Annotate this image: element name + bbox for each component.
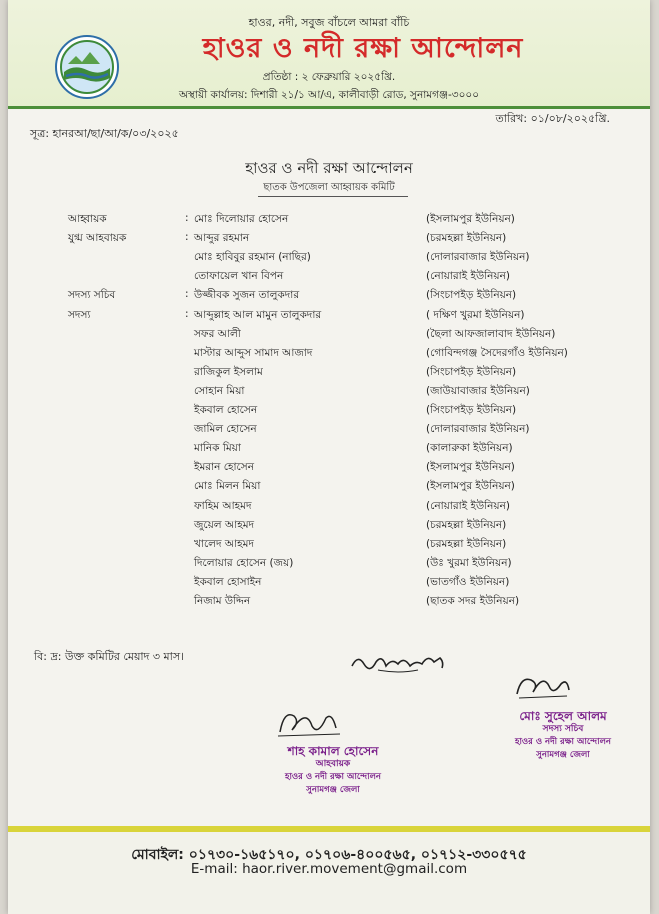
member-name: সোহান মিয়া [194,384,245,397]
member-union: (ইসলামপুর ইউনিয়ন) [426,213,515,225]
committee-row [8,594,650,614]
member-role: সদস্য সচিব [68,289,116,302]
committee-row [8,288,650,308]
footnote: বি: দ্র: উক্ত কমিটির মেয়াদ ৩ মাস। [34,650,185,663]
member-name: দিলোয়ার হোসেন (জয়) [194,556,294,569]
member-name: মোঃ হাবিবুর রহমান (নাছির) [194,251,311,264]
committee-row [8,346,650,366]
committee-row [8,250,650,270]
member-name: তোফায়েল খান বিপন [194,270,284,283]
stamp-member-secretary [478,710,648,762]
organization-name: হাওর ও নদী রক্ষা আন্দোলন [202,33,524,64]
committee-row [8,575,650,595]
committee-row [8,556,650,576]
committee-row [8,518,650,538]
member-name: ইকবাল হোসেন [194,404,258,416]
member-name: মোঃ মিলন মিয়া [194,480,261,493]
reference-number: সূত্র: হানরআ/ছা/আ/ক/০৩/২০২৫ [30,127,179,140]
member-name: মাস্টার আব্দুস সামাদ আজাদ [194,346,313,359]
committee-row [8,365,650,385]
member-union: (ভাতগাঁও ইউনিয়ন) [426,575,510,588]
committee-row [8,327,650,347]
member-name: মোঃ দিলোয়ার হোসেন [194,213,289,225]
role-colon: : [185,288,189,301]
office-address: অস্থায়ী কার্যালয়: দিশারী ২১/১ আ/এ, কালীবাড়ী রোড, সুনামগঞ্জ-৩০০০ [178,89,480,101]
member-union: (সিংচাপইড় ইউনিয়ন) [426,365,517,378]
committee-row [8,537,650,557]
stamp-convener [248,745,418,797]
role-colon: : [185,307,189,320]
member-name: মানিক মিয়া [194,442,241,455]
convener-organization: হাওর ও নদী রক্ষা আন্দোলন [285,772,381,782]
member-union: (সিংচাপইড় ইউনিয়ন) [426,404,517,416]
member-role: সদস্য [68,308,91,321]
member-name: ইমরান হোসেন [194,461,254,474]
committee-row [8,212,650,232]
member-name: আব্দুল্লাহ আল মামুন তালুকদার [194,308,322,321]
header-divider [8,106,650,109]
member-name: জুয়েল আহমদ [194,518,255,531]
member-union: (দোলারবাজার ইউনিয়ন) [426,423,530,436]
member-name: জামিল হোসেন [194,423,257,436]
subtitle-underline [258,196,408,197]
contact-email: E-mail: haor.river.movement@gmail.com [190,861,468,877]
secretary-district: সুনামগঞ্জ জেলা [536,750,590,760]
member-name: ইকবাল হোসাইন [194,575,262,588]
member-union: (গোবিন্দগঞ্জ সৈদেরগাঁও ইউনিয়ন) [426,346,568,359]
member-union: (নোয়ারাই ইউনিয়ন) [426,499,510,512]
committee-row [8,308,650,328]
member-union: (চরমহল্লা ইউনিয়ন) [426,537,507,550]
member-union: (ইসলামপুর ইউনিয়ন) [426,480,515,493]
member-name: রাজিকুল ইসলাম [194,365,263,378]
letter-page [8,0,650,914]
signature-right [513,670,573,702]
member-union: (চরমহল্লা ইউনিয়ন) [426,232,507,245]
role-colon: : [185,231,189,244]
footer-divider [8,826,650,832]
secretary-title: সদস্য সচিব [542,724,584,734]
secretary-organization: হাওর ও নদী রক্ষা আন্দোলন [515,737,611,747]
committee-row [8,403,650,423]
convener-district: সুনামগঞ্জ জেলা [306,785,360,795]
member-role: আহ্বায়ক [68,213,107,225]
member-union: (ছাতক সদর ইউনিয়ন) [426,595,520,607]
member-name: নিজাম উদ্দিন [194,595,251,607]
role-colon: : [185,212,189,224]
committee-row [8,231,650,251]
committee-row [8,499,650,519]
contact-mobile: মোবাইল: ০১৭৩০-১৬৫১৭০, ০১৭০৬-৪০০৫৬৫, ০১৭১২-৩৩০৫৭৫ [131,847,527,863]
member-union: ( দক্ষিণ খুরমা ইউনিয়ন) [426,308,525,321]
secretary-name: মোঃ সুহেল আলম [519,709,607,723]
committee-row [8,384,650,404]
document-subtitle: ছাতক উপজেলা আহ্বায়ক কমিটি [263,182,395,193]
member-name: খালেদ আহমদ [194,537,254,550]
member-role: যুগ্ম আহবায়ক [68,232,127,245]
committee-row [8,441,650,461]
letterhead [8,0,650,108]
tagline: হাওর, নদী, সবুজ বাঁচলে আমরা বাঁচি [248,16,410,29]
member-union: (জাউয়াবাজার ইউনিয়ন) [426,384,530,397]
committee-row [8,269,650,289]
member-union: (কালারুকা ইউনিয়ন) [426,442,513,455]
document-title: হাওর ও নদী রক্ষা আন্দোলন [245,159,413,177]
committee-row [8,422,650,442]
member-name: ফাহিম আহমদ [194,499,252,512]
founded-date: প্রতিষ্ঠা : ২ ফেব্রুয়ারি ২০২৫খ্রি. [262,71,396,83]
member-union: (ছৈলা আফজালাবাদ ইউনিয়ন) [426,327,556,340]
member-union: (সিংচাপইড় ইউনিয়ন) [426,289,517,302]
member-union: (উঃ খুরমা ইউনিয়ন) [426,556,512,569]
committee-row [8,460,650,480]
convener-title: আহবায়ক [315,759,351,769]
member-name: সফর আলী [194,327,241,340]
member-union: (নোয়ারাই ইউনিয়ন) [426,270,510,283]
member-union: (দোলারবাজার ইউনিয়ন) [426,251,530,264]
committee-row [8,479,650,499]
member-union: (চরমহল্লা ইউনিয়ন) [426,518,507,531]
convener-name: শাহ কামাল হোসেন [287,744,379,758]
signature-left [270,702,350,742]
letter-date: তারিখ: ০১/০৮/২০২৫খ্রি. [495,112,610,125]
member-name: আব্দুর রহমান [194,232,250,245]
member-name: উজ্জীবক সুজন তালুকদার [194,289,300,302]
member-union: (ইসলামপুর ইউনিয়ন) [426,461,515,474]
approval-handwriting [348,648,448,676]
